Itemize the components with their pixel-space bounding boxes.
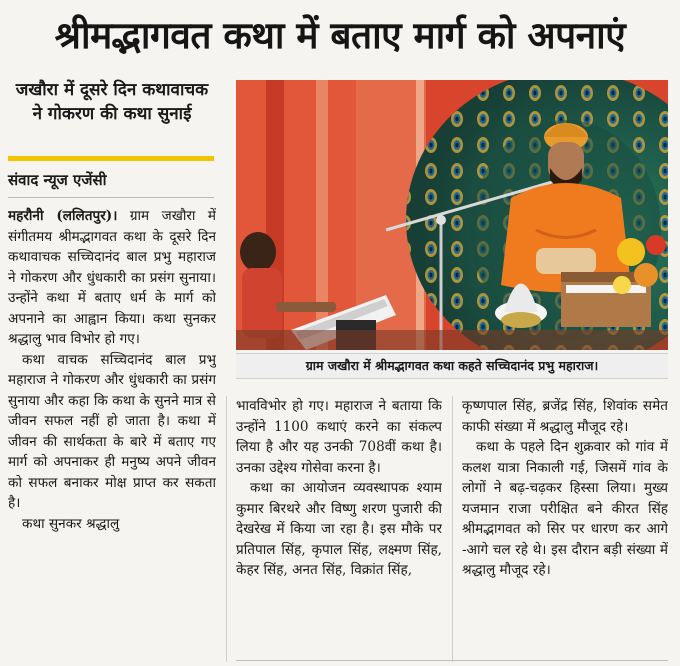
paragraph-4: भावविभोर हो गए। महाराज ने बताया कि उन्होंने 1100 कथाएं करने का संकल्प लिया है और यह उनकी 708वीं कथा है। उनका उद्देश्य गोसेवा करना है।	[236, 398, 442, 476]
byline-divider	[8, 197, 214, 198]
dateline: महरौनी (ललितपुर)।	[8, 208, 118, 224]
accent-rule	[8, 156, 214, 161]
headline: श्रीमद्भागवत कथा में बताए मार्ग को अपनाएं	[54, 14, 626, 57]
subheadline: जखौरा में दूसरे दिन कथावाचक ने गोकरण की कथा सुनाई	[15, 80, 209, 124]
column-divider	[226, 396, 227, 662]
paragraph-2: कथा वाचक सच्चिदानंद बाल प्रभु महाराज ने गोकरण और धुंधकारी का प्रसंग सुनाया और कहा कि कथा के सुनने मात्र से जीवन सफल नहीं हो जाता है। कथा में जीवन की सार्थकता के बारे में बताए गए मार्ग को अपनाकर ही मनुष्य अपने जीवन को सफल बनाकर मोक्ष प्राप्त कर सकता है।	[8, 351, 216, 511]
column-divider	[452, 396, 453, 662]
article-column-1	[8, 206, 216, 662]
paragraph-5: कथा का आयोजन व्यवस्थापक श्याम कुमार बिरथरे और विष्णु शरण पुजारी की देखरेख में किया जा रहा है। इस मौके पर प्रतिपाल सिंह, कृपाल सिंह, लक्ष्मण सिंह, केहर सिंह, अनत सिंह, विक्रांत सिंह,	[236, 480, 442, 578]
kathavachak-scene-illustration	[236, 80, 668, 350]
photo-caption: ग्राम जखौरा में श्रीमद्भागवत कथा कहते सच्चिदानंद प्रभु महाराज।	[236, 353, 668, 379]
bottom-divider	[236, 660, 668, 661]
article-column-2	[236, 396, 442, 662]
paragraph-7: कथा के पहले दिन शुक्रवार को गांव में कलश यात्रा निकाली गई, जिसमें गांव के लोगों ने बढ़-चढ़कर हिस्सा लिया। मुख्य यजमान राजा परीक्षित बने कीरत सिंह श्रीमद्भागवत को सिर पर धारण कर आगे -आगे चल रहे थे। इस दौरान बड़ी संख्या में श्रद्धालु मौजूद रहे।	[462, 439, 668, 578]
paragraph-3: कथा सुनकर श्रद्धालु	[22, 515, 120, 532]
paragraph-6: कृष्णपाल सिंह, ब्रजेंद्र सिंह, शिवांक समेत काफी संख्या में श्रद्धालु मौजूद रहे।	[462, 398, 668, 435]
article-photo	[236, 80, 668, 350]
article-column-3	[462, 396, 668, 662]
byline: संवाद न्यूज एजेंसी	[8, 171, 107, 189]
paragraph-1	[8, 206, 216, 350]
paragraph-1-text: ग्राम जखौरा में संगीतमय श्रीमद्भागवत कथा के दूसरे दिन कथावाचक सच्चिदानंद बाल प्रभु महाराज ने गोकरण और धुंधकारी का प्रसंग सुनाया। उन्होंने कथा में बताए धर्म के मार्ग को अपनाने का आह्वान किया। कथा सुनकर श्रद्धालु भाव विभोर हो गए।	[8, 208, 216, 347]
